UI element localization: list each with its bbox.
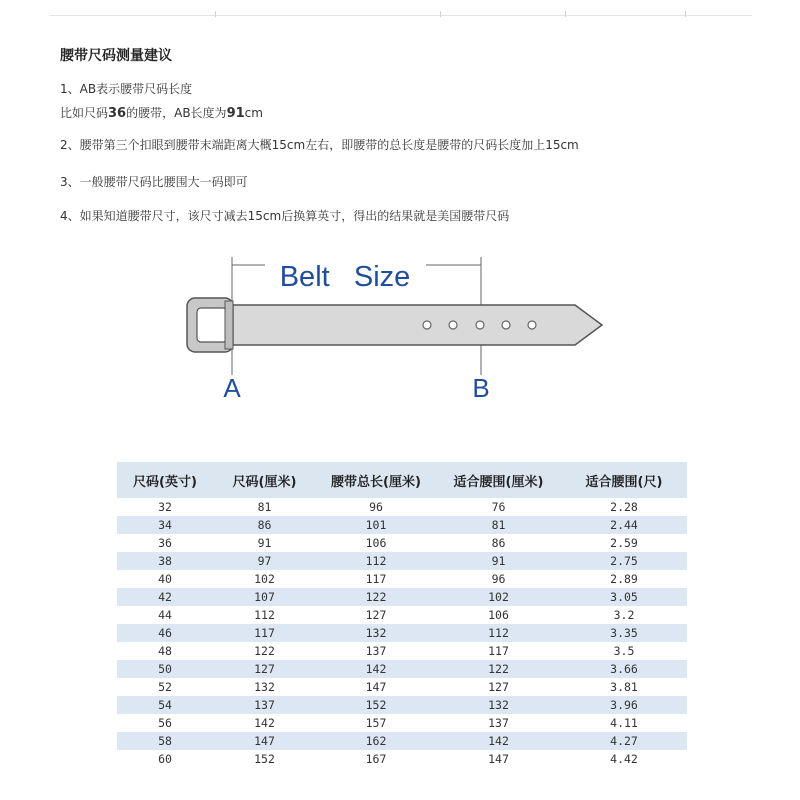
table-row xyxy=(117,714,687,732)
table-cell: 34 xyxy=(117,516,213,534)
table-row xyxy=(117,642,687,660)
table-cell: 122 xyxy=(436,660,561,678)
header-waist-cm: 适合腰围(厘米) xyxy=(436,462,561,498)
table-cell: 97 xyxy=(213,552,316,570)
table-cell: 137 xyxy=(316,642,436,660)
table-cell: 142 xyxy=(316,660,436,678)
table-cell: 3.35 xyxy=(561,624,687,642)
belt-size-diagram xyxy=(170,235,700,435)
example-middle: 的腰带，AB长度为 xyxy=(126,106,227,120)
table-cell: 81 xyxy=(213,498,316,516)
table-cell: 3.66 xyxy=(561,660,687,678)
table-cell: 4.11 xyxy=(561,714,687,732)
table-cell: 36 xyxy=(117,534,213,552)
table-cell: 2.28 xyxy=(561,498,687,516)
example-size: 36 xyxy=(108,106,127,121)
top-divider xyxy=(50,15,752,16)
table-row xyxy=(117,678,687,696)
table-cell: 117 xyxy=(436,642,561,660)
table-cell: 102 xyxy=(436,588,561,606)
table-cell: 117 xyxy=(316,570,436,588)
table-cell: 147 xyxy=(436,750,561,768)
table-cell: 152 xyxy=(213,750,316,768)
table-cell: 137 xyxy=(436,714,561,732)
table-cell: 127 xyxy=(436,678,561,696)
belt-hole xyxy=(476,321,484,329)
table-cell: 3.5 xyxy=(561,642,687,660)
table-cell: 142 xyxy=(213,714,316,732)
table-cell: 112 xyxy=(436,624,561,642)
table-row xyxy=(117,534,687,552)
table-cell: 48 xyxy=(117,642,213,660)
table-cell: 56 xyxy=(117,714,213,732)
table-cell: 76 xyxy=(436,498,561,516)
table-cell: 152 xyxy=(316,696,436,714)
table-cell: 50 xyxy=(117,660,213,678)
table-row xyxy=(117,624,687,642)
table-cell: 86 xyxy=(213,516,316,534)
table-cell: 96 xyxy=(316,498,436,516)
belt-size-label: Belt Size xyxy=(279,261,411,293)
example-prefix: 比如尺码 xyxy=(60,106,109,120)
table-cell: 147 xyxy=(316,678,436,696)
table-cell: 106 xyxy=(316,534,436,552)
table-cell: 46 xyxy=(117,624,213,642)
point-b-label: B xyxy=(472,373,490,403)
table-cell: 112 xyxy=(316,552,436,570)
table-cell: 167 xyxy=(316,750,436,768)
table-row xyxy=(117,696,687,714)
table-cell: 132 xyxy=(316,624,436,642)
instruction-1-example xyxy=(60,104,263,121)
example-suffix: cm xyxy=(244,106,263,120)
table-cell: 52 xyxy=(117,678,213,696)
table-cell: 4.27 xyxy=(561,732,687,750)
table-cell: 157 xyxy=(316,714,436,732)
header-waist-chi: 适合腰围(尺) xyxy=(561,462,687,498)
table-cell: 137 xyxy=(213,696,316,714)
table-cell: 91 xyxy=(436,552,561,570)
table-cell: 162 xyxy=(316,732,436,750)
belt-hole xyxy=(502,321,510,329)
table-cell: 132 xyxy=(436,696,561,714)
instruction-3: 3、一般腰带尺码比腰围大一码即可 xyxy=(60,175,248,189)
table-row xyxy=(117,606,687,624)
table-body xyxy=(117,498,687,768)
table-cell: 81 xyxy=(436,516,561,534)
divider-tick xyxy=(565,11,566,17)
table-cell: 101 xyxy=(316,516,436,534)
buckle-opening xyxy=(197,308,227,342)
table-row xyxy=(117,732,687,750)
table-cell: 102 xyxy=(213,570,316,588)
table-cell: 122 xyxy=(213,642,316,660)
table-cell: 127 xyxy=(316,606,436,624)
table-cell: 3.2 xyxy=(561,606,687,624)
table-row xyxy=(117,750,687,768)
instruction-1: 1、AB表示腰带尺码长度 xyxy=(60,82,193,96)
table-cell: 60 xyxy=(117,750,213,768)
divider-tick xyxy=(440,11,441,17)
table-cell: 2.59 xyxy=(561,534,687,552)
table-row xyxy=(117,516,687,534)
example-length: 91 xyxy=(226,106,245,121)
belt-hole xyxy=(528,321,536,329)
table-cell: 44 xyxy=(117,606,213,624)
table-row xyxy=(117,588,687,606)
header-size-inch: 尺码(英寸) xyxy=(117,462,213,498)
table-cell: 142 xyxy=(436,732,561,750)
table-cell: 42 xyxy=(117,588,213,606)
table-cell: 107 xyxy=(213,588,316,606)
table-cell: 3.05 xyxy=(561,588,687,606)
instruction-2: 2、腰带第三个扣眼到腰带末端距离大概15cm左右，即腰带的总长度是腰带的尺码长度加上15cm xyxy=(60,138,579,152)
table-cell: 4.42 xyxy=(561,750,687,768)
belt-hole xyxy=(423,321,431,329)
table-cell: 54 xyxy=(117,696,213,714)
divider-tick xyxy=(215,11,216,17)
table-row xyxy=(117,498,687,516)
belt-strap xyxy=(228,305,602,345)
instruction-4: 4、如果知道腰带尺寸，该尺寸减去15cm后换算英寸，得出的结果就是美国腰带尺码 xyxy=(60,209,510,223)
point-a-label: A xyxy=(223,373,241,403)
page-title: 腰带尺码测量建议 xyxy=(60,48,172,64)
table-cell: 147 xyxy=(213,732,316,750)
table-header-row xyxy=(117,462,687,498)
header-size-cm: 尺码(厘米) xyxy=(213,462,316,498)
table-cell: 112 xyxy=(213,606,316,624)
table-cell: 3.81 xyxy=(561,678,687,696)
table-cell: 3.96 xyxy=(561,696,687,714)
table-cell: 127 xyxy=(213,660,316,678)
table-cell: 86 xyxy=(436,534,561,552)
size-chart-table xyxy=(117,462,687,768)
divider-tick xyxy=(685,11,686,17)
table-cell: 38 xyxy=(117,552,213,570)
table-cell: 132 xyxy=(213,678,316,696)
header-total-length: 腰带总长(厘米) xyxy=(316,462,436,498)
table-cell: 106 xyxy=(436,606,561,624)
table-cell: 2.44 xyxy=(561,516,687,534)
table-row xyxy=(117,660,687,678)
buckle-bar xyxy=(225,301,233,349)
table-cell: 32 xyxy=(117,498,213,516)
table-cell: 117 xyxy=(213,624,316,642)
table-row xyxy=(117,570,687,588)
table-cell: 96 xyxy=(436,570,561,588)
table-cell: 58 xyxy=(117,732,213,750)
table-cell: 122 xyxy=(316,588,436,606)
table-cell: 2.89 xyxy=(561,570,687,588)
table-cell: 91 xyxy=(213,534,316,552)
table-cell: 2.75 xyxy=(561,552,687,570)
belt-hole xyxy=(449,321,457,329)
table-cell: 40 xyxy=(117,570,213,588)
table-row xyxy=(117,552,687,570)
